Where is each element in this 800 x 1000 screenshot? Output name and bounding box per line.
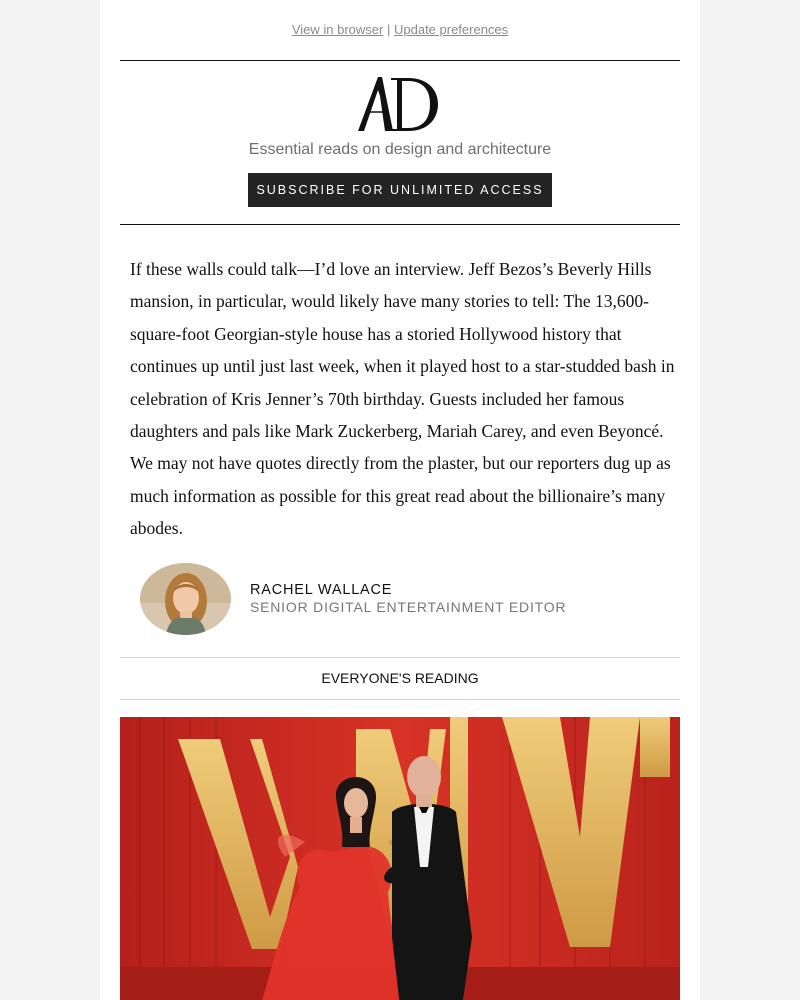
section-top-divider: [120, 657, 680, 658]
ad-logo-mark: [358, 74, 442, 132]
section-heading: EVERYONE'S READING: [321, 670, 479, 686]
author-title: SENIOR DIGITAL ENTERTAINMENT EDITOR: [250, 599, 567, 615]
update-preferences-link[interactable]: Update preferences: [393, 22, 509, 37]
author-photo: [140, 563, 231, 635]
author-name: RACHEL WALLACE: [250, 582, 393, 598]
intro-paragraph: If these walls could talk—I’d love an interview. Jeff Bezos’s Beverly Hills mansion, in particular, would likely have many stories to tell: The 13,600-square-foot Georgian-style house has a storied Hollywood history that continues up until just last week, when it played host to a star-studded bash in celebration of Kris Jenner’s 70th birthday. Guests included her famous daughters and pals like Mark Zuckerberg, Mariah Carey, and even Beyoncé. We may not have quotes directly from the plaster, but our reporters dug up as much information as possible for this great read about the billionaire’s many abodes.: [130, 259, 675, 539]
hero-photo: [120, 717, 680, 1000]
header-bottom-divider: [120, 224, 680, 225]
view-in-browser-link[interactable]: View in browser: [291, 22, 384, 37]
subscribe-button[interactable]: SUBSCRIBE FOR UNLIMITED ACCESS: [248, 173, 552, 207]
author-block: [140, 563, 660, 635]
top-links: [100, 22, 700, 37]
tagline: Essential reads on design and architecture: [248, 141, 552, 158]
header-top-divider: [120, 60, 680, 61]
ad-logo[interactable]: [100, 74, 700, 132]
link-separator: |: [386, 22, 391, 37]
avatar[interactable]: [140, 563, 231, 635]
section-bottom-divider: [120, 699, 680, 700]
email-container: [100, 0, 700, 1000]
hero-image[interactable]: [120, 717, 680, 1000]
